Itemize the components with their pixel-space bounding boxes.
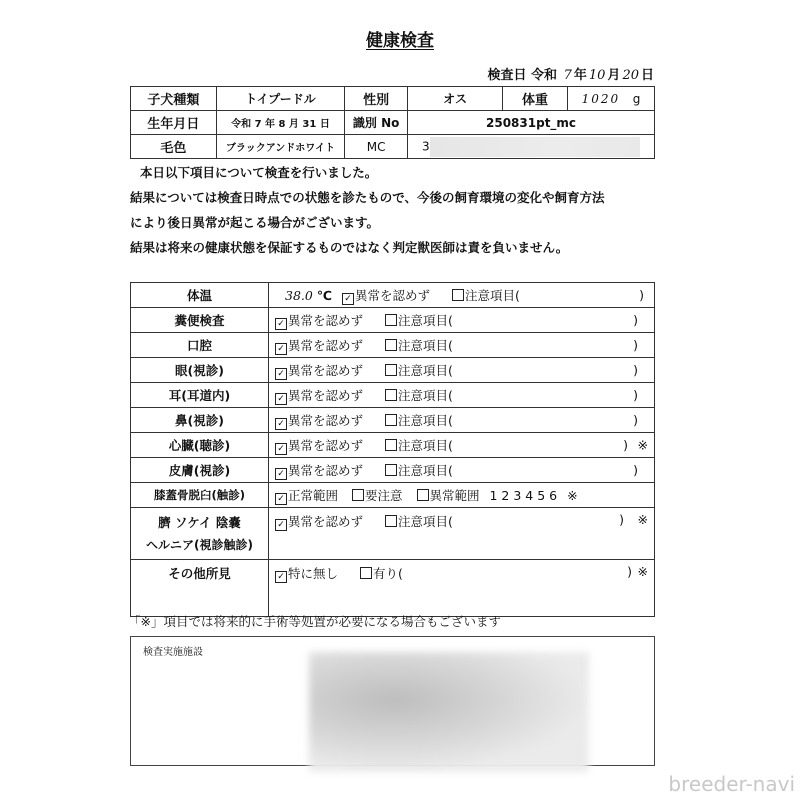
option-caution <box>352 486 403 504</box>
checkbox-empty-icon[interactable] <box>385 464 397 476</box>
breed-value: トイプードル <box>216 87 345 111</box>
close-paren: ) <box>627 564 632 579</box>
facility-label: 検査実施施設 <box>143 647 203 658</box>
color-value: ブラックアンドホワイト <box>216 135 345 159</box>
exam-row-hernia <box>131 508 655 560</box>
option-normal <box>275 512 363 531</box>
exam-value <box>269 408 655 433</box>
option-label: 注意項目( <box>398 387 453 403</box>
exam-date-era: 令和 <box>531 68 558 83</box>
checkbox-empty-icon[interactable] <box>385 439 397 451</box>
temperature-unit: ℃ <box>316 287 332 303</box>
option-label: 有り( <box>373 566 403 581</box>
mc-redacted <box>430 137 640 157</box>
close-paren: ) <box>623 437 628 453</box>
exam-label: 鼻(視診) <box>131 408 269 433</box>
weight-unit: g <box>632 91 641 106</box>
exam-value <box>269 458 655 483</box>
exam-row-nose <box>131 408 655 433</box>
option-none <box>275 564 338 583</box>
option-label: 注意項目( <box>398 462 453 478</box>
close-paren: ) <box>633 462 638 478</box>
checkbox-checked-icon[interactable]: ✓ <box>275 368 287 380</box>
exam-label: 体温 <box>131 283 269 308</box>
option-label: 異常を認めず <box>288 362 364 378</box>
exam-results-table <box>130 282 655 617</box>
info-row-color <box>131 135 655 159</box>
option-normal <box>275 361 363 380</box>
temperature-value: 38.0 <box>285 287 313 303</box>
color-label: 毛色 <box>131 135 217 159</box>
option-label: 異常範囲 <box>429 487 480 503</box>
checkbox-empty-icon[interactable] <box>385 515 397 527</box>
close-paren: ) <box>633 362 638 378</box>
exam-value <box>269 358 655 383</box>
info-row-dob <box>131 111 655 135</box>
option-label: 異常を認めず <box>288 387 364 403</box>
surgery-note-mark: ※ <box>637 437 648 453</box>
weight-label: 体重 <box>503 87 568 111</box>
breed-label: 子犬種類 <box>131 87 217 111</box>
weight-value: 1020 <box>581 91 621 106</box>
option-normal <box>275 386 363 405</box>
checkbox-empty-icon[interactable] <box>452 289 464 301</box>
checkbox-checked-icon[interactable]: ✓ <box>275 468 287 480</box>
option-label: 異常を認めず <box>288 437 364 453</box>
month-unit: 月 <box>607 68 621 83</box>
close-paren: ) <box>633 312 638 328</box>
day-unit: 日 <box>640 68 654 83</box>
surgery-note-mark: ※ <box>637 564 648 579</box>
exam-row-oral <box>131 333 655 358</box>
exam-row-patella <box>131 483 655 508</box>
exam-date <box>487 64 654 83</box>
option-label: 異常を認めず <box>288 337 364 353</box>
exam-label-line: ヘルニア(視診触診) <box>146 537 253 552</box>
option-abnormal-range <box>417 486 480 504</box>
option-normal <box>342 286 430 305</box>
checkbox-empty-icon[interactable] <box>417 489 429 501</box>
option-label: 注意項目( <box>464 287 520 303</box>
note-line: により後日異常が起こる場合がございます。 <box>130 215 380 230</box>
close-paren: ) <box>639 287 644 303</box>
document-title: 健康検査 <box>366 31 434 51</box>
dob-value: 令和 7 年 8 月 31 日 <box>216 111 345 135</box>
checkbox-empty-icon[interactable] <box>385 364 397 376</box>
exam-label: その他所見 <box>131 560 269 617</box>
puppy-info-table <box>130 86 655 159</box>
exam-label: 皮膚(視診) <box>131 458 269 483</box>
option-normal-range <box>275 486 338 505</box>
option-caution <box>385 512 453 530</box>
checkbox-checked-icon[interactable]: ✓ <box>275 393 287 405</box>
checkbox-empty-icon[interactable] <box>385 339 397 351</box>
option-caution <box>385 386 453 404</box>
option-normal <box>275 461 363 480</box>
option-label: 注意項目( <box>398 514 453 529</box>
note-line: 結果については検査日時点での状態を診たもので、今後の飼育環境の変化や飼育方法 <box>130 190 605 205</box>
close-paren: ) <box>619 512 624 527</box>
exam-row-heart <box>131 433 655 458</box>
exam-value <box>269 433 655 458</box>
option-label: 注意項目( <box>398 312 453 328</box>
checkbox-checked-icon[interactable]: ✓ <box>275 493 287 505</box>
checkbox-empty-icon[interactable] <box>360 567 372 579</box>
option-caution <box>385 461 453 479</box>
checkbox-checked-icon[interactable]: ✓ <box>275 443 287 455</box>
exam-label: 膝蓋骨脱臼(触診) <box>131 483 269 508</box>
option-normal <box>275 411 363 430</box>
mc-value-visible: 3 <box>422 139 430 153</box>
exam-value <box>269 483 655 508</box>
exam-label: 耳(耳道内) <box>131 383 269 408</box>
exam-label: 眼(視診) <box>131 358 269 383</box>
mc-value-cell <box>408 135 655 159</box>
id-label: 識別 No <box>345 111 408 135</box>
watermark: breeder-navi <box>668 772 795 796</box>
option-label: 注意項目( <box>398 412 453 428</box>
exam-row-ears <box>131 383 655 408</box>
footnote: 「※」項目では将来的に手術等処置が必要になる場合もございます <box>128 614 501 629</box>
exam-value <box>269 283 655 308</box>
option-caution <box>452 286 520 304</box>
exam-value <box>269 508 655 560</box>
option-caution <box>385 361 453 379</box>
close-paren: ) <box>633 387 638 403</box>
exam-label <box>131 508 269 560</box>
option-label: 注意項目( <box>398 437 453 453</box>
option-label: 特に無し <box>288 566 339 581</box>
facility-box <box>130 636 655 766</box>
dob-label: 生年月日 <box>131 111 217 135</box>
option-label: 注意項目( <box>398 362 453 378</box>
exam-notes <box>130 160 605 260</box>
exam-row-eyes <box>131 358 655 383</box>
option-caution <box>385 411 453 429</box>
exam-row-skin <box>131 458 655 483</box>
option-normal <box>275 436 363 455</box>
id-value: 250831pt_mc <box>408 111 655 135</box>
exam-label: 糞便検査 <box>131 308 269 333</box>
checkbox-checked-icon[interactable]: ✓ <box>275 571 287 583</box>
checkbox-checked-icon[interactable]: ✓ <box>275 343 287 355</box>
surgery-note-mark: ※ <box>567 487 578 503</box>
checkbox-empty-icon[interactable] <box>352 489 364 501</box>
sex-label: 性別 <box>345 87 408 111</box>
option-present <box>360 564 403 582</box>
checkbox-empty-icon[interactable] <box>385 389 397 401</box>
exam-row-other <box>131 560 655 617</box>
option-label: 異常を認めず <box>288 412 364 428</box>
option-label: 要注意 <box>365 487 403 503</box>
option-label: 正常範囲 <box>288 487 339 503</box>
weight-cell <box>567 87 654 111</box>
note-line: 本日以下項目について検査を行いました。 <box>140 165 378 180</box>
exam-label-line: 臍 ソケイ 陰嚢 <box>158 514 241 530</box>
option-normal <box>275 311 363 330</box>
note-line: 結果は将来の健康状態を保証するものではなく判定獣医師は責を負いません。 <box>130 240 569 255</box>
close-paren: ) <box>633 337 638 353</box>
exam-value <box>269 383 655 408</box>
info-row-breed <box>131 87 655 111</box>
option-label: 異常を認めず <box>288 462 364 478</box>
exam-value <box>269 560 655 617</box>
year-unit: 年 <box>573 68 587 83</box>
sex-value: オス <box>408 87 503 111</box>
patella-grades: 1 2 3 4 5 6 <box>489 487 558 503</box>
checkbox-checked-icon[interactable]: ✓ <box>342 293 354 305</box>
exam-label: 口腔 <box>131 333 269 358</box>
checkbox-checked-icon[interactable]: ✓ <box>275 519 287 531</box>
option-label: 異常を認めず <box>288 514 364 529</box>
exam-row-temperature <box>131 283 655 308</box>
close-paren: ) <box>633 412 638 428</box>
checkbox-empty-icon[interactable] <box>385 414 397 426</box>
option-caution <box>385 336 453 354</box>
surgery-note-mark: ※ <box>637 512 648 527</box>
exam-date-day: 20 <box>622 68 639 83</box>
exam-row-stool <box>131 308 655 333</box>
checkbox-checked-icon[interactable]: ✓ <box>275 418 287 430</box>
checkbox-checked-icon[interactable]: ✓ <box>275 318 287 330</box>
option-normal <box>275 336 363 355</box>
exam-date-label: 検査日 <box>487 68 527 83</box>
exam-value <box>269 333 655 358</box>
facility-redacted <box>309 652 589 772</box>
mc-label: MC <box>345 135 408 159</box>
option-caution <box>385 311 453 329</box>
checkbox-empty-icon[interactable] <box>385 314 397 326</box>
exam-label: 心臓(聴診) <box>131 433 269 458</box>
exam-value <box>269 308 655 333</box>
exam-date-year: 7 <box>563 68 572 83</box>
option-label: 異常を認めず <box>354 287 430 303</box>
option-label: 異常を認めず <box>288 312 364 328</box>
option-label: 注意項目( <box>398 337 453 353</box>
exam-date-month: 10 <box>588 68 606 83</box>
option-caution <box>385 436 453 454</box>
